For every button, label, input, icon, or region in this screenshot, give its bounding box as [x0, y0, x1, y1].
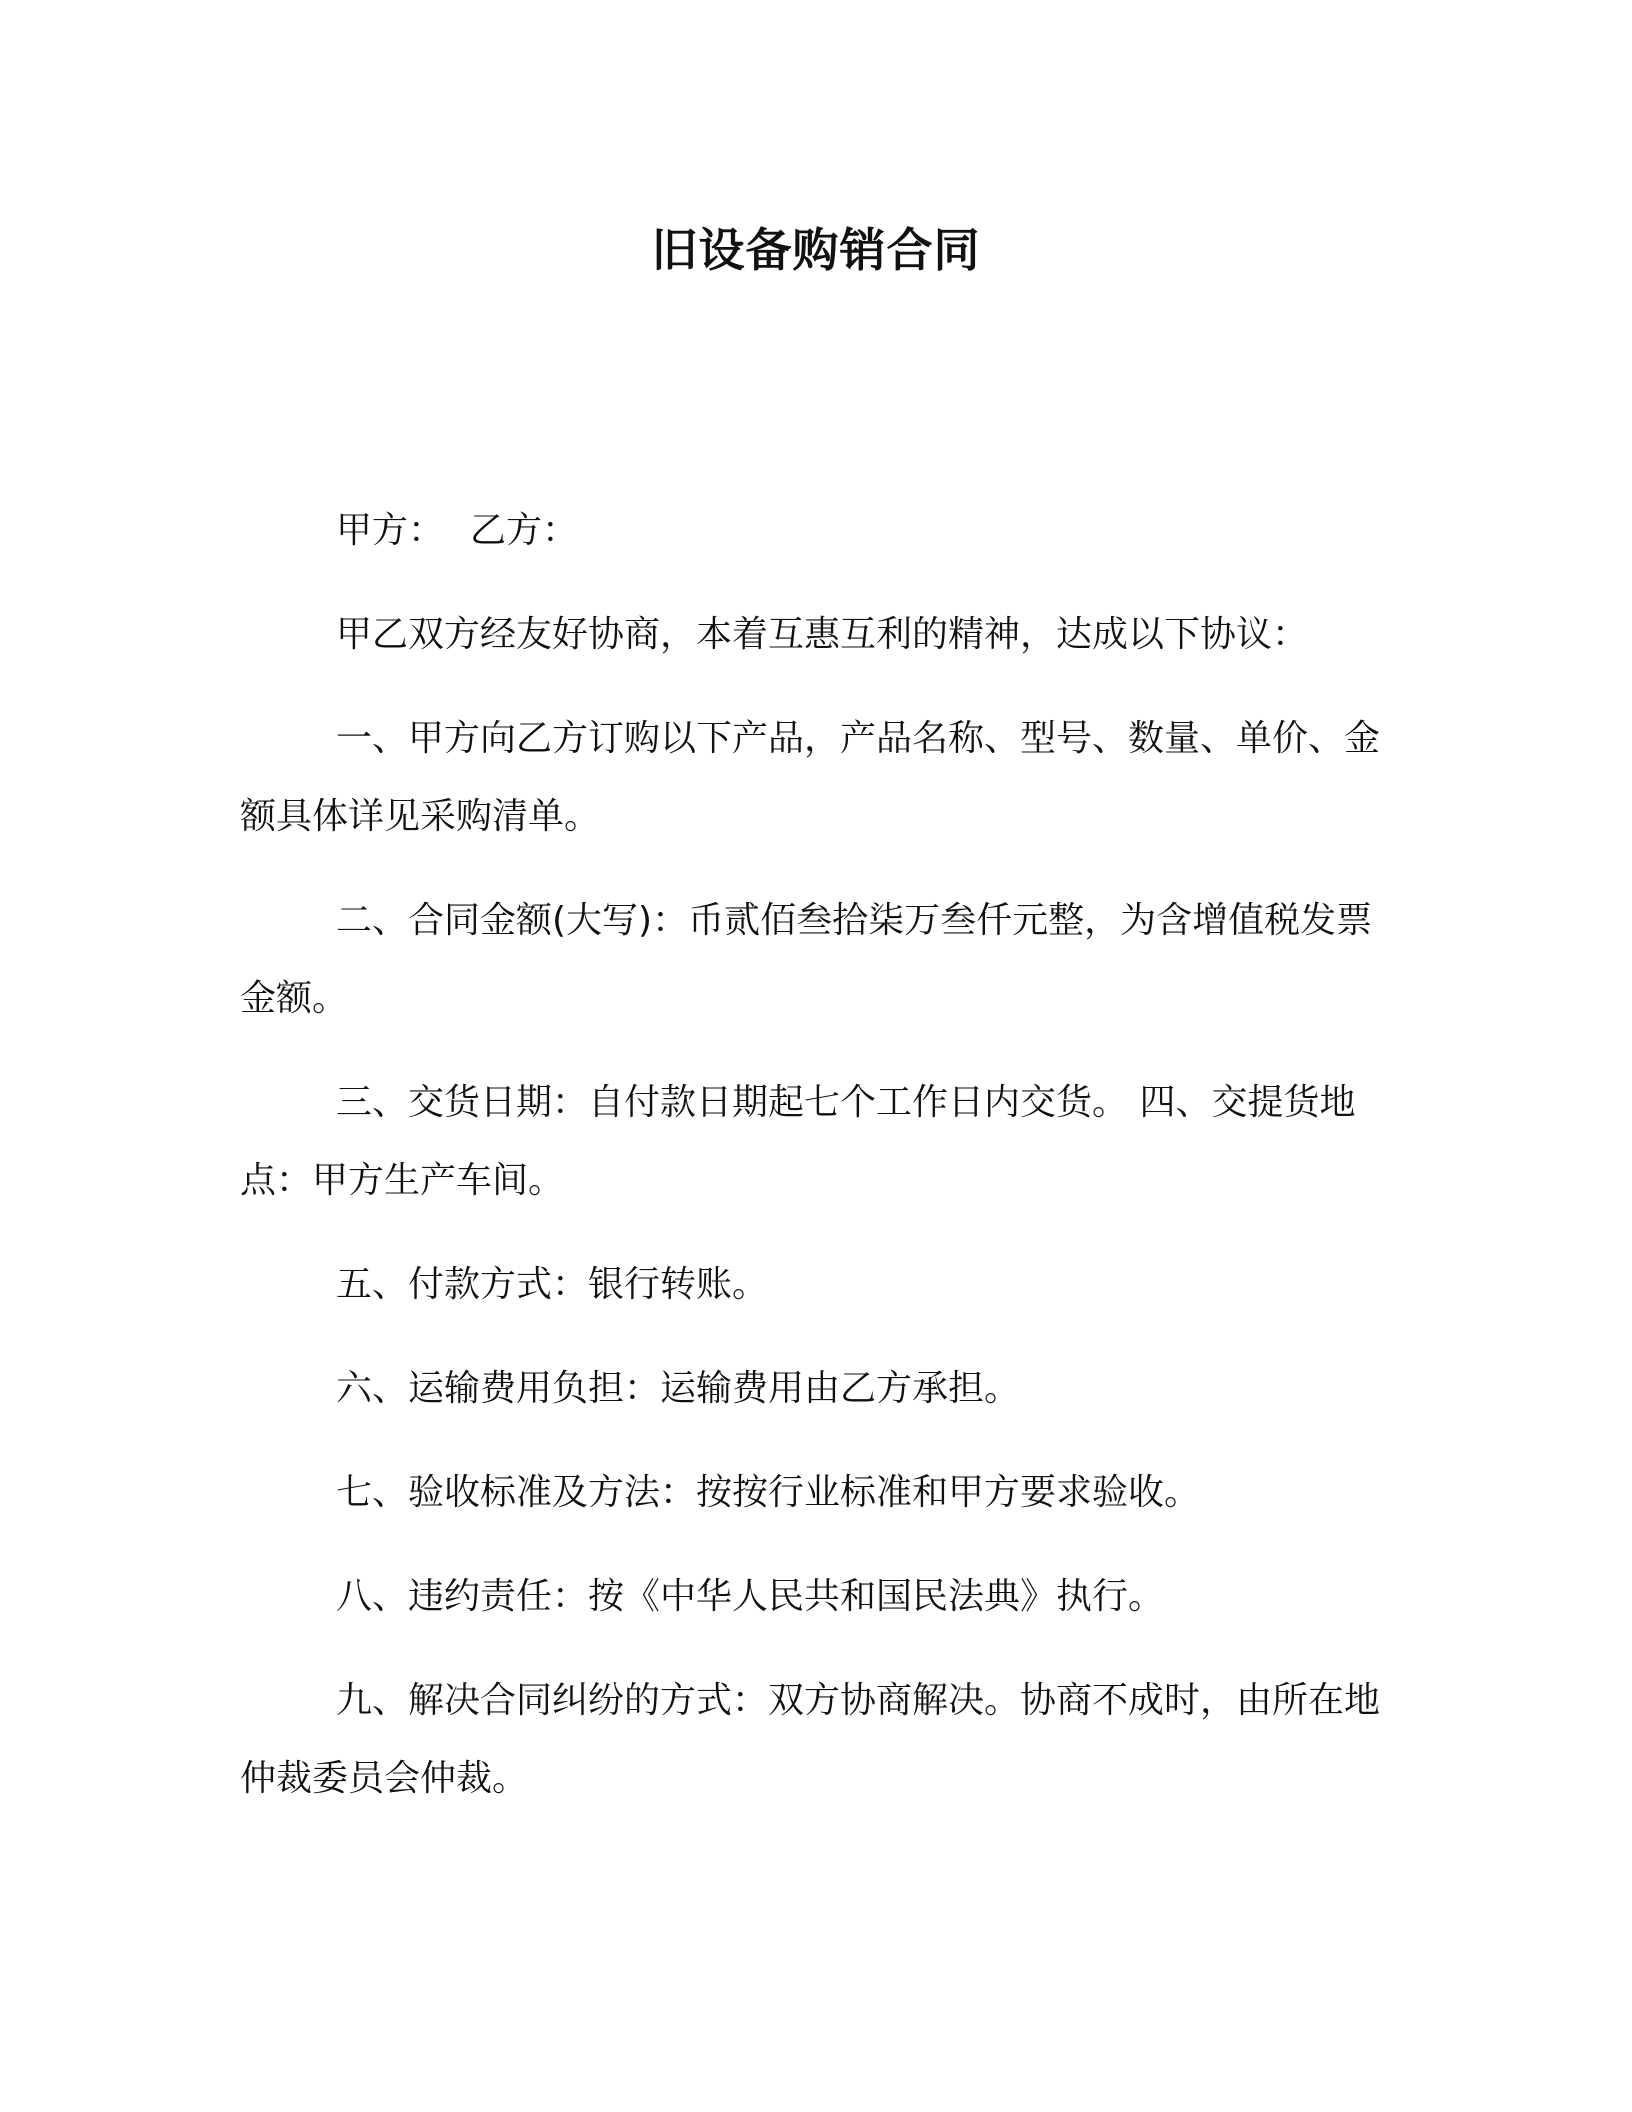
parties-line: [240, 492, 1400, 570]
document-title: 旧设备购销合同: [651, 223, 981, 277]
clause-5: 五、付款方式：银行转账。: [336, 1264, 769, 1305]
clause-3-4: 三、交货日期：自付款日期起七个工作日内交货。 四、交提货地点：甲方生产车间。: [240, 1082, 1356, 1201]
clause-6: 六、运输费用负担：运输费用由乙方承担。: [336, 1368, 1021, 1409]
clause-9: 九、解决合同纠纷的方式：双方协商解决。协商不成时，由所在地仲裁委员会仲裁。: [240, 1680, 1381, 1799]
intro-paragraph: 甲乙双方经友好协商，本着互惠互利的精神，达成以下协议：: [336, 614, 1309, 655]
party-b-label: 乙方：: [470, 510, 579, 551]
document-body: [240, 492, 1400, 1844]
clause-7: 七、验收标准及方法：按按行业标准和甲方要求验收。: [336, 1472, 1201, 1513]
clause-2: 二、合同金额(大写)：币贰佰叁拾柒万叁仟元整，为含增值税发票金额。: [240, 900, 1373, 1019]
party-a-label: 甲方：: [336, 510, 445, 551]
clause-8: 八、违约责任：按《中华人民共和国民法典》执行。: [336, 1576, 1165, 1617]
clause-1: 一、甲方向乙方订购以下产品，产品名称、型号、数量、单价、金额具体详见采购清单。: [240, 718, 1381, 837]
